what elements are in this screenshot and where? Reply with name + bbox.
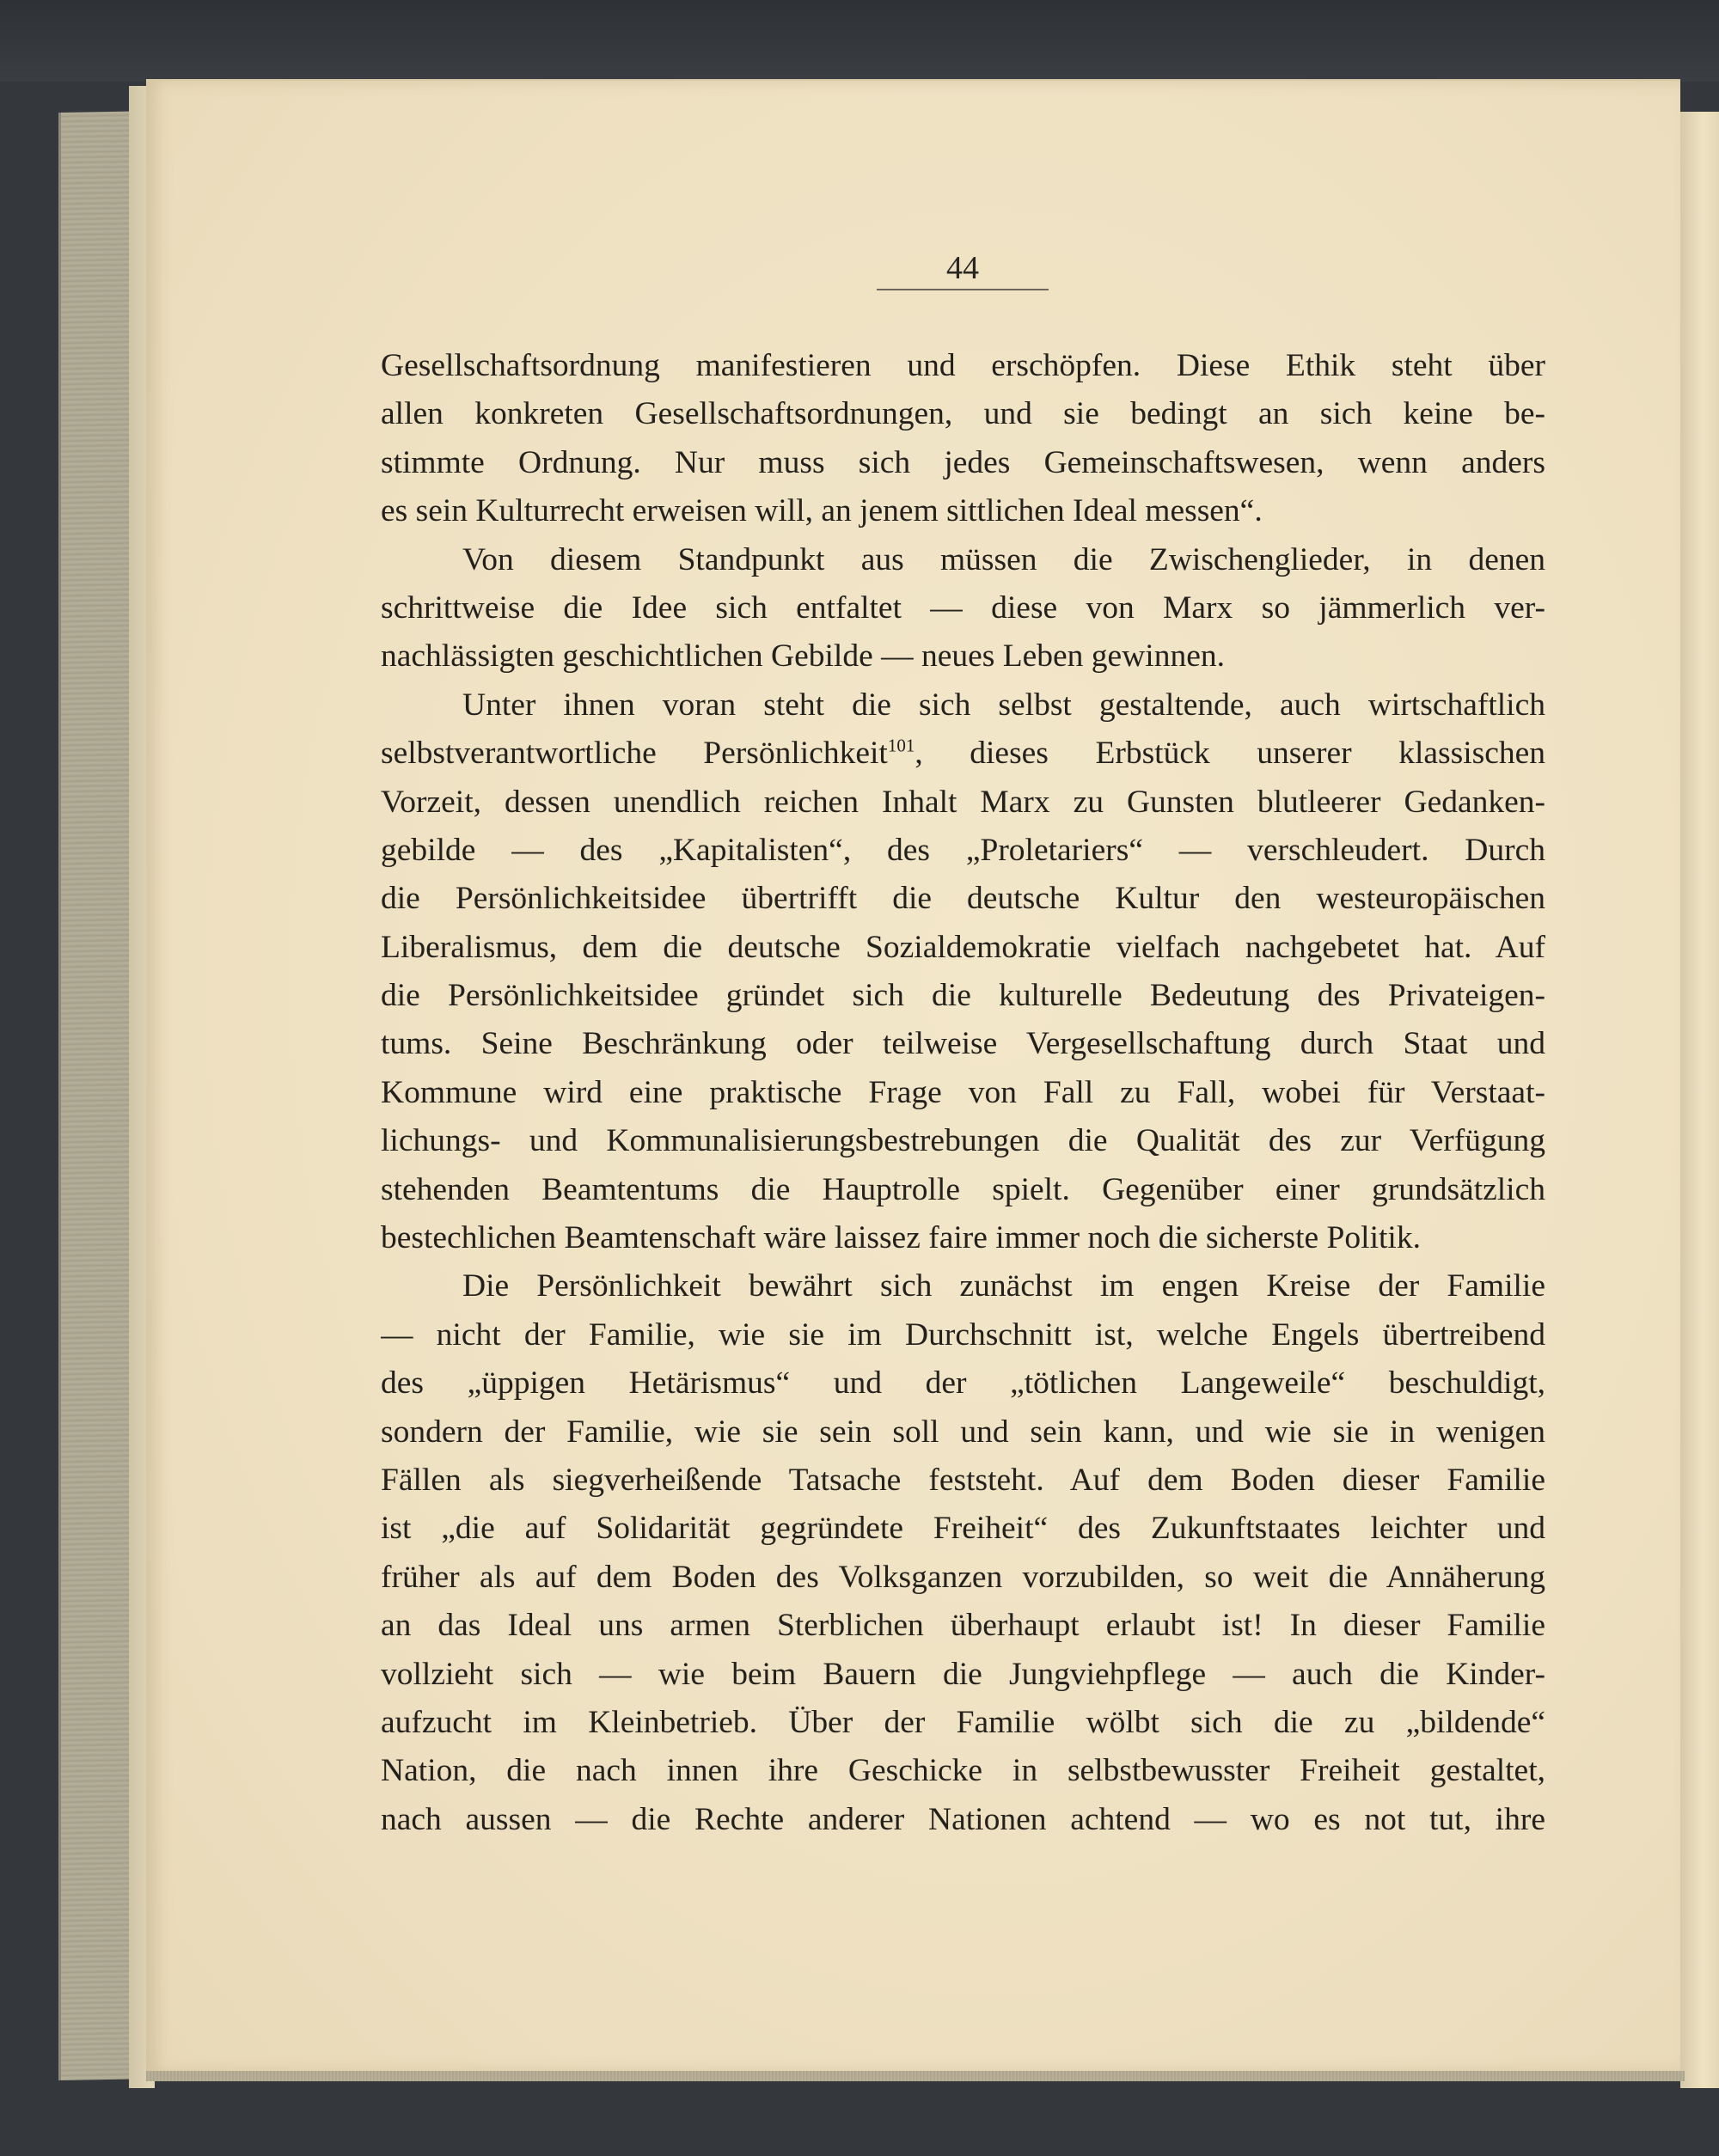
text-line: stehenden Beamtentums die Hauptrolle spielt. Gegenüber einer grundsätzlich bbox=[381, 1171, 1545, 1207]
text-line: aufzucht im Kleinbetrieb. Über der Familie wölbt sich die zu „bildende“ bbox=[381, 1704, 1545, 1740]
text-line: Von diesem Standpunkt aus müssen die Zwischenglieder, in denen bbox=[462, 541, 1545, 577]
text-line: Liberalismus, dem die deutsche Sozialdemokratie vielfach nachgebetet hat. Auf bbox=[381, 929, 1545, 965]
text-segment: , dieses Erbstück unserer klassischen bbox=[915, 736, 1545, 772]
text-line: sondern der Familie, wie sie sein soll und sein kann, und wie sie in wenigen bbox=[381, 1414, 1545, 1450]
text-line: lichungs- und Kommunalisierungsbestrebungen die Qualität des zur Verfügung bbox=[381, 1123, 1545, 1159]
text-line: des „üppigen Hetärismus“ und der „tötlichen Langeweile“ beschuldigt, bbox=[381, 1365, 1545, 1402]
dark-background bbox=[0, 0, 1719, 82]
text-line-with-footnote bbox=[381, 730, 1545, 778]
text-line: gebilde — des „Kapitalisten“, des „Proletariers“ — verschleudert. Durch bbox=[381, 832, 1545, 868]
body-text bbox=[381, 342, 1545, 1844]
text-line: früher als auf dem Boden des Volksganzen vorzubilden, so weit die Annäherung bbox=[381, 1559, 1545, 1595]
text-line: allen konkreten Gesellschaftsordnungen, und sie bedingt an sich keine be- bbox=[381, 396, 1545, 432]
text-line: stimmte Ordnung. Nur muss sich jedes Gemeinschaftswesen, wenn anders bbox=[381, 444, 1545, 480]
text-line: nach aussen — die Rechte anderer Nationen achtend — wo es not tut, ihre bbox=[381, 1801, 1545, 1837]
page-bottom-edge bbox=[146, 2071, 1685, 2081]
text-line: ist „die auf Solidarität gegründete Freiheit“ des Zukunftstaates leichter und bbox=[381, 1511, 1545, 1547]
footnote-marker: 101 bbox=[887, 735, 915, 756]
text-segment: selbstverantwortliche Persönlichkeit bbox=[381, 736, 888, 772]
text-line: die Persönlichkeitsidee übertrifft die deutsche Kultur den westeuropäischen bbox=[381, 881, 1545, 917]
text-line: es sein Kulturrecht erweisen will, an jenem sittlichen Ideal messen“. bbox=[381, 493, 1263, 529]
header-rule bbox=[877, 289, 1049, 290]
text-line: nachlässigten geschichtlichen Gebilde — neues Leben gewinnen. bbox=[381, 638, 1225, 675]
text-line: Die Persönlichkeit bewährt sich zunächst im engen Kreise der Familie bbox=[462, 1268, 1545, 1304]
text-line: — nicht der Familie, wie sie im Durchschnitt ist, welche Engels übertreibend bbox=[381, 1316, 1545, 1353]
next-page-edge bbox=[1680, 112, 1719, 2088]
text-line: Nation, die nach innen ihre Geschicke in selbstbewusster Freiheit gestaltet, bbox=[381, 1753, 1545, 1789]
text-line: die Persönlichkeitsidee gründet sich die kulturelle Bedeutung des Privateigen- bbox=[381, 978, 1545, 1014]
text-line: Fällen als siegverheißende Tatsache feststeht. Auf dem Boden dieser Familie bbox=[381, 1462, 1545, 1498]
text-line: tums. Seine Beschränkung oder teilweise Vergesellschaftung durch Staat und bbox=[381, 1026, 1545, 1062]
page-number: 44 bbox=[946, 250, 979, 286]
text-line: Gesellschaftsordnung manifestieren und erschöpfen. Diese Ethik steht über bbox=[381, 348, 1545, 383]
text-line: Vorzeit, dessen unendlich reichen Inhalt Marx zu Gunsten blutleerer Gedanken- bbox=[381, 784, 1545, 820]
text-line: Unter ihnen voran steht die sich selbst gestaltende, auch wirtschaftlich bbox=[462, 687, 1545, 723]
text-line: bestechlichen Beamtenschaft wäre laissez faire immer noch die sicherste Politik. bbox=[381, 1220, 1421, 1256]
text-line: an das Ideal uns armen Sterblichen überhaupt erlaubt ist! In dieser Familie bbox=[381, 1608, 1545, 1644]
text-line: Kommune wird eine praktische Frage von Fall zu Fall, wobei für Verstaat- bbox=[381, 1074, 1545, 1110]
text-line: schrittweise die Idee sich entfaltet — diese von Marx so jämmerlich ver- bbox=[381, 589, 1545, 626]
text-line: vollzieht sich — wie beim Bauern die Jungviehpflege — auch die Kinder- bbox=[381, 1656, 1545, 1692]
